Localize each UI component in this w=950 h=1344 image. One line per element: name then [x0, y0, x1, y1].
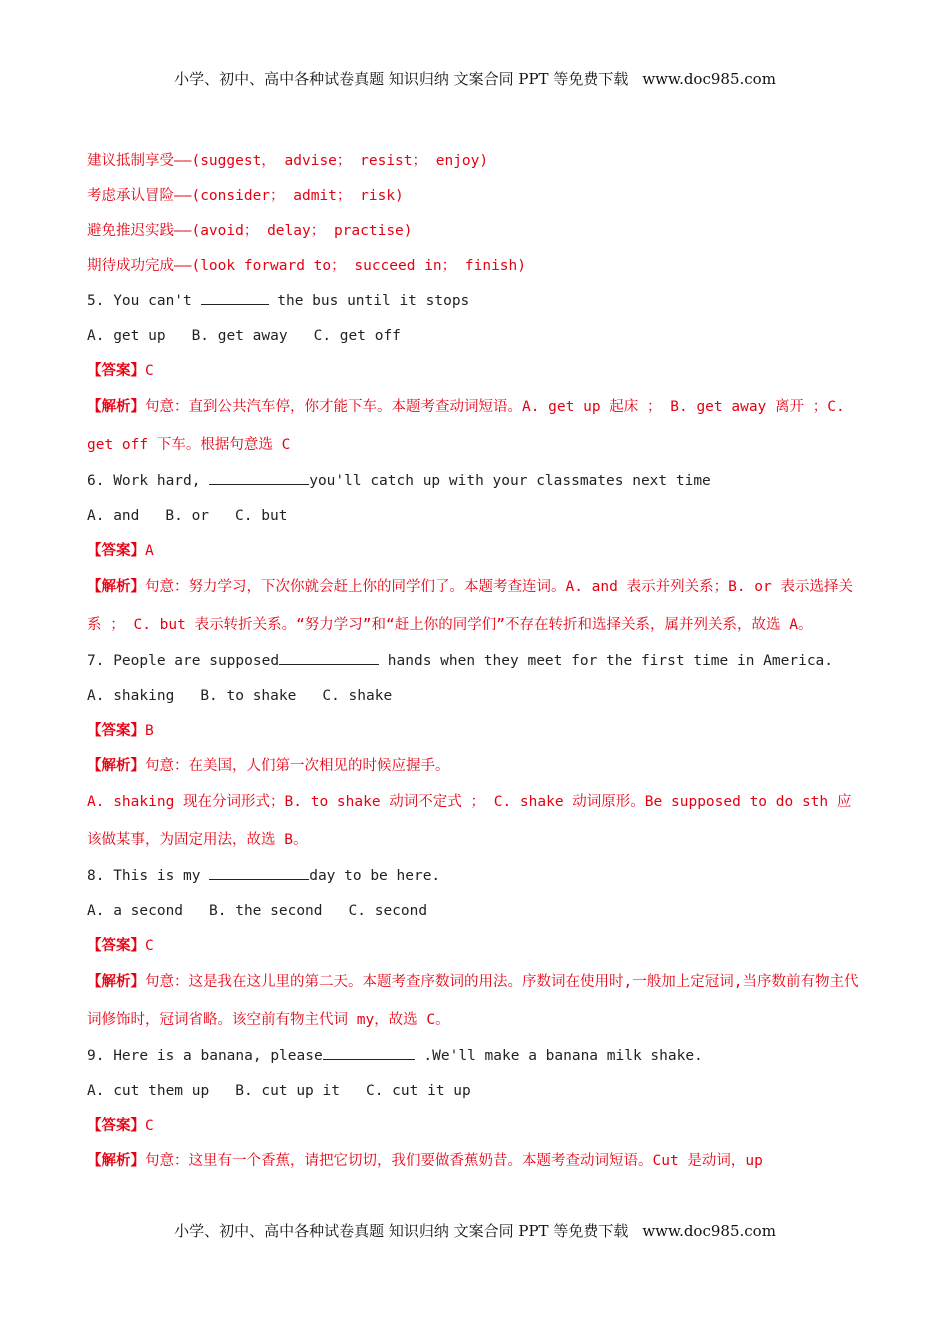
option-c: C. but — [235, 508, 288, 524]
mnemonic-line: 建议抵制享受——(suggest， advise； resist； enjoy) — [87, 153, 489, 169]
answer-blank — [209, 863, 309, 880]
question-6-stem: 6. Work hard, you'll catch up with your classmates next time — [87, 464, 862, 499]
option-a: A. a second — [87, 903, 184, 919]
option-a: A. and — [87, 508, 140, 524]
page-header — [0, 68, 950, 89]
footer-text: 小学、初中、高中各种试卷真题 知识归纳 文案合同 PPT 等免费下载 — [174, 1222, 629, 1240]
option-a: A. cut them up — [87, 1083, 210, 1099]
question-6-options — [87, 499, 862, 534]
option-b: B. to shake — [200, 688, 297, 704]
question-6-analysis: 【解析】句意：努力学习，下次你就会赶上你的同学们了。本题考查连词。A. and 表示并列关系；B. or 表示选择关系 ； C. but 表示转折关系。“努力学习”和“赶上你的同学们”不存在转折和选择关系，属并列关系，故选 A。 — [87, 579, 853, 633]
question-5-options — [87, 319, 862, 354]
mnemonic-line: 避免推迟实践——(avoid； delay； practise) — [87, 223, 413, 239]
question-8-answer: 【答案】C — [87, 938, 154, 954]
header-text: 小学、初中、高中各种试卷真题 知识归纳 文案合同 PPT 等免费下载 — [174, 70, 629, 88]
question-7-analysis: A. shaking 现在分词形式；B. to shake 动词不定式 ； C. shake 动词原形。Be supposed to do sth 应该做某事，为固定用法，故选 B。 — [87, 794, 852, 848]
question-7-options — [87, 679, 862, 714]
option-b: B. or — [165, 508, 210, 524]
question-9-stem: 9. Here is a banana, please .We'll make a banana milk shake. — [87, 1039, 862, 1074]
question-7-answer: 【答案】B — [87, 723, 154, 739]
question-8-options — [87, 894, 862, 929]
question-9-options — [87, 1074, 862, 1109]
question-9-analysis: 【解析】句意：这里有一个香蕉，请把它切切，我们要做香蕉奶昔。本题考查动词短语。Cut 是动词，up — [87, 1153, 763, 1169]
option-c: C. get off — [313, 328, 401, 344]
answer-blank — [209, 468, 309, 485]
option-b: B. the second — [209, 903, 323, 919]
answer-blank — [279, 648, 379, 665]
answer-blank — [323, 1043, 415, 1060]
document-body — [87, 144, 862, 1179]
question-5-answer: 【答案】C — [87, 363, 154, 379]
option-a: A. get up — [87, 328, 166, 344]
question-5-stem: 5. You can't the bus until it stops — [87, 284, 862, 319]
question-8-analysis: 【解析】句意：这是我在这儿里的第二天。本题考查序数词的用法。序数词在使用时,一般加上定冠词,当序数前有物主代词修饰时，冠词省略。该空前有物主代词 my，故选 C。 — [87, 974, 859, 1028]
footer-site-link[interactable]: www.doc985.com — [642, 1222, 776, 1240]
mnemonic-line: 期待成功完成——(look forward to； succeed in； finish) — [87, 258, 526, 274]
question-9-answer: 【答案】C — [87, 1118, 154, 1134]
option-c: C. shake — [322, 688, 393, 704]
question-6-answer: 【答案】A — [87, 543, 154, 559]
option-c: C. second — [348, 903, 428, 919]
mnemonic-line: 考虑承认冒险——(consider； admit； risk) — [87, 188, 404, 204]
answer-blank — [201, 288, 269, 305]
option-b: B. cut up it — [235, 1083, 340, 1099]
page-footer — [0, 1220, 950, 1241]
question-5-analysis: 【解析】句意：直到公共汽车停，你才能下车。本题考查动词短语。A. get up 起床 ； B. get away 离开 ；C. get off 下车。根据句意选 C — [87, 399, 845, 453]
option-c: C. cut it up — [365, 1083, 471, 1099]
header-site-link[interactable]: www.doc985.com — [642, 70, 776, 88]
question-8-stem: 8. This is my day to be here. — [87, 859, 862, 894]
option-a: A. shaking — [87, 688, 175, 704]
question-7-analysis-line: 【解析】句意：在美国，人们第一次相见的时候应握手。 — [87, 758, 450, 774]
option-b: B. get away — [191, 328, 288, 344]
question-7-stem: 7. People are supposed hands when they meet for the first time in America. — [87, 644, 862, 679]
